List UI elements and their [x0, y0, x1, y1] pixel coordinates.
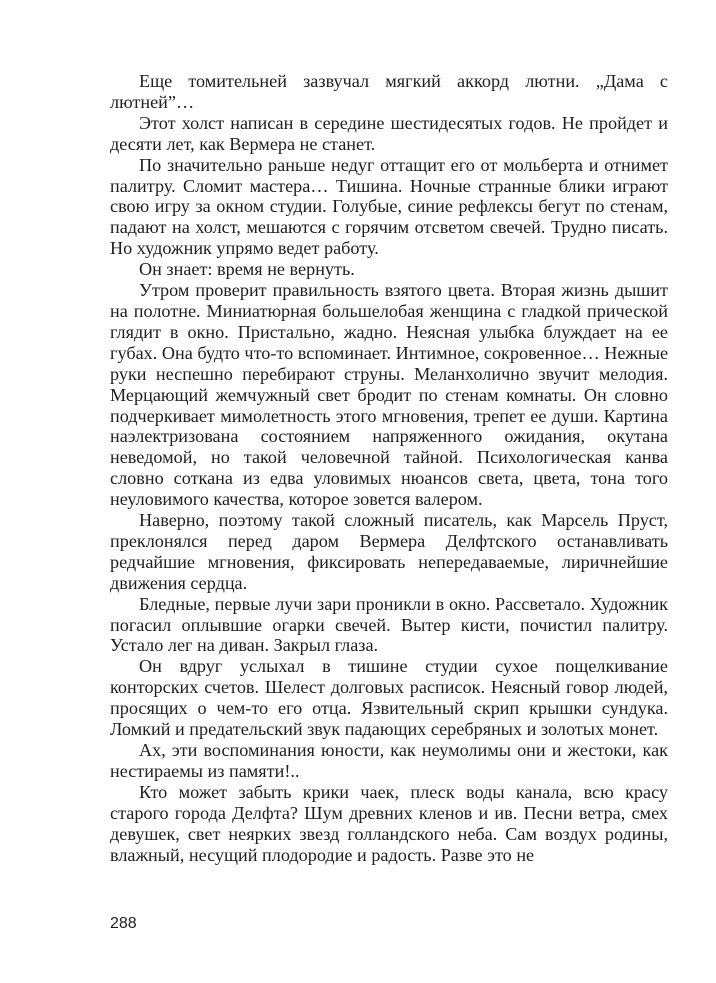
paragraph: Наверно, поэтому такой сложный писатель, как Марсель Пруст, преклонялся перед даром Вермера Делфтского останавливать редчайшие мгновения, фиксировать непередаваемые, лиричнейшие движения сердца. [110, 510, 668, 593]
paragraph: Утром проверит правильность взятого цвета. Вторая жизнь дышит на полотне. Миниатюрная большелобая женщина с гладкой прической глядит в окно. Пристально, жадно. Неясная улыбка блуждает на ее губах. Она будто что-то вспоминает. Интимное, сокровенное… Нежные руки неспешно перебирают струны. Меланхолично звучит мелодия. Мерцающий жемчужный свет бродит по стенам комнаты. Он словно подчеркивает мимолетность этого мгновения, трепет ее души. Картина наэлектризована состоянием напряженного ожидания, окутана неведомой, но такой человечной тайной. Психологическая канва словно соткана из едва уловимых нюансов света, цвета, тона того неуловимого качества, которое зовется валером. [110, 280, 669, 510]
paragraph: Кто может забыть крики чаек, плеск воды канала, всю красу старого города Делфта? Шум древних кленов и ив. Песни ветра, смех девушек, свет неярких звезд голландского неба. Сам воздух родины, влажный, несущий плодородие и радость. Разве это не [110, 781, 668, 865]
paragraph: Он вдруг услыхал в тишине студии сухое пощелкивание конторских счетов. Шелест долговых расписок. Неясный говор людей, просящих о чем-то его отца. Язвительный скрип крышки сундука. Ломкий и предательский звук падающих серебряных и золотых монет. [110, 656, 668, 740]
paragraph: Ах, эти воспоминания юности, как неумолимы они и жестоки, как нестираемы из памяти!.. [110, 740, 668, 781]
book-page-text [110, 71, 668, 865]
paragraph: Он знает: время не вернуть. [139, 259, 355, 280]
paragraph: По значительно раньше недуг оттащит его от мольберта и отнимет палитру. Сломит мастера… Тишина. Ночные странные блики играют свою игру за окном студии. Голубые, синие рефлексы бегут по стенам, падают на холст, мешаются с горячим отсветом свечей. Трудно писать. Но художник упрямо ведет работу. [110, 154, 668, 259]
paragraph: Этот холст написан в середине шестидесятых годов. Не пройдет и десяти лет, как Вермера не станет. [110, 112, 668, 154]
paragraph: Еще томительней зазвучал мягкий аккорд лютни. „Дама с лютней”… [110, 71, 668, 112]
paragraph: Бледные, первые лучи зари проникли в окно. Рассветало. Художник погасил оплывшие огарки свечей. Вытер кисти, почистил палитру. Устало лег на диван. Закрыл глаза. [110, 593, 668, 656]
page-number: 288 [110, 915, 137, 932]
